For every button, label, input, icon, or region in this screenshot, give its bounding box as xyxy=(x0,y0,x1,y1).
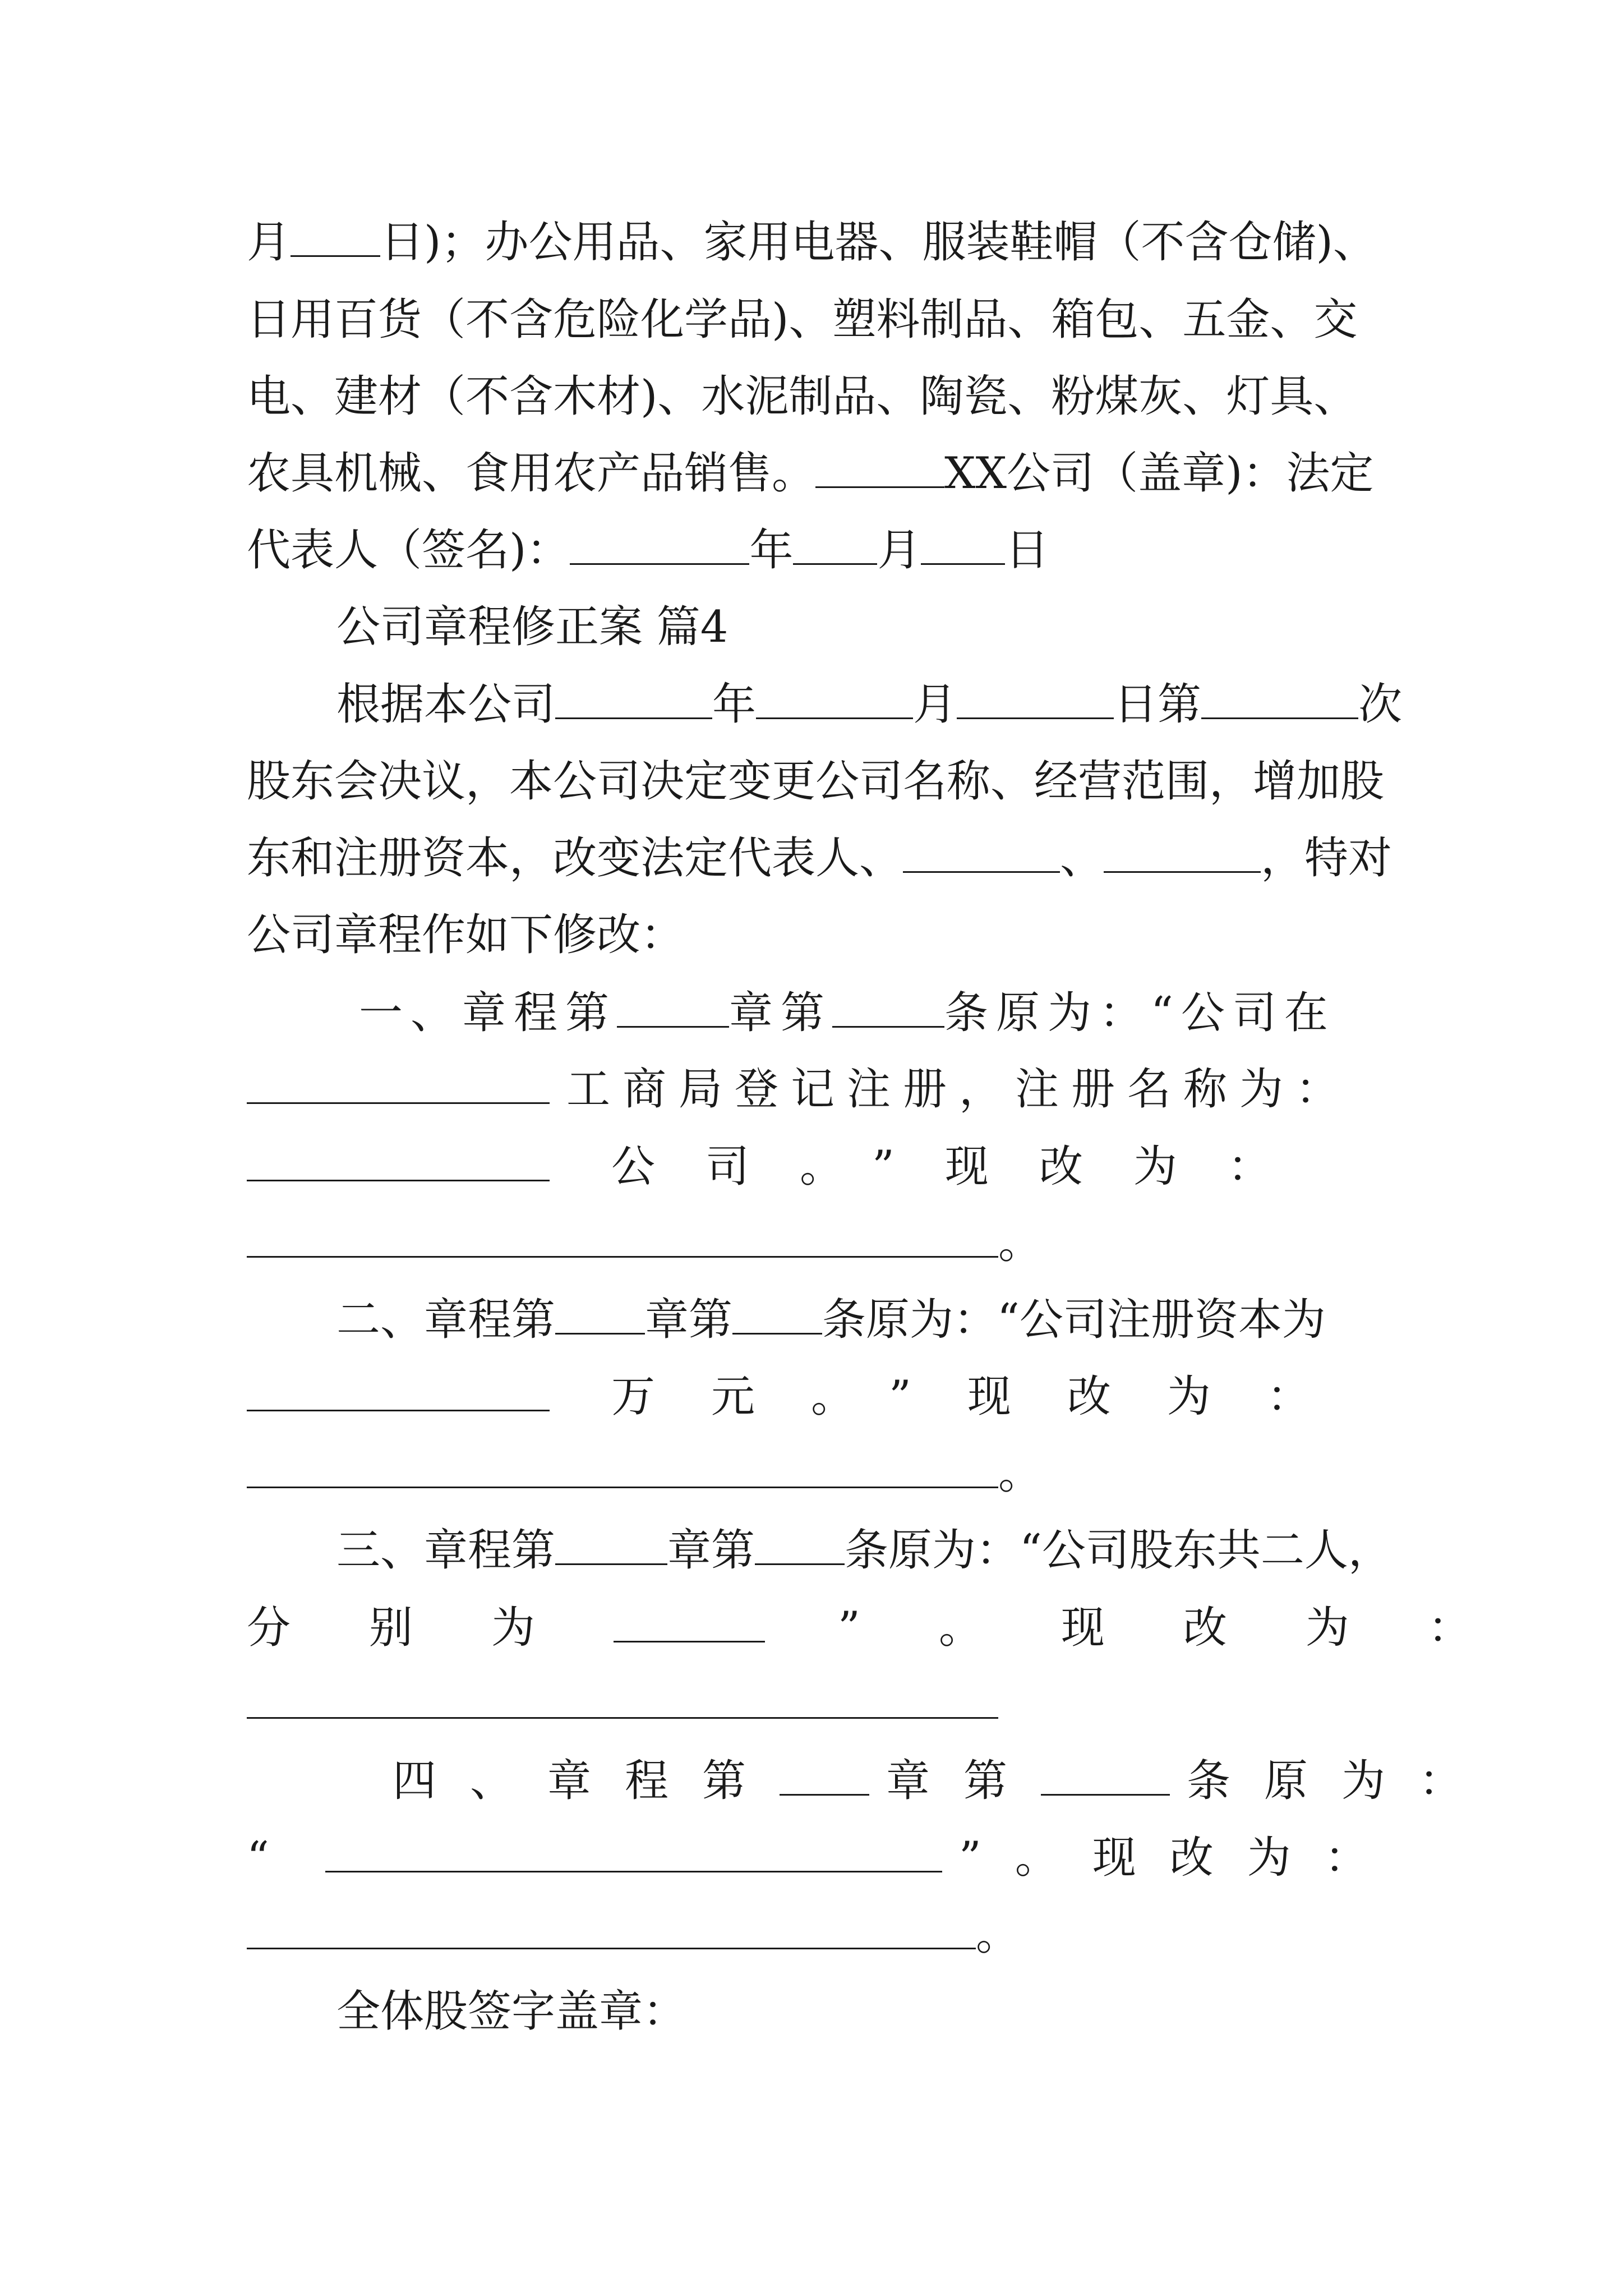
text-capital-original: 条原为：“公司注册资本为 xyxy=(822,1295,1326,1345)
item-3-line-3 xyxy=(247,1676,1385,1732)
paragraph-line-3 xyxy=(247,830,1393,886)
text-period: 。 xyxy=(976,1910,1020,1960)
blank-line xyxy=(555,1524,667,1565)
text-year: 年 xyxy=(749,525,794,576)
blank-line xyxy=(921,524,1005,565)
text-day: 日 xyxy=(1005,525,1049,576)
text-line-5 xyxy=(247,522,1385,578)
text-respectively: 分别为 xyxy=(247,1603,614,1653)
blank-line xyxy=(247,1063,550,1104)
paragraph-line-2 xyxy=(247,753,1385,809)
blank-line xyxy=(1104,832,1261,873)
text-scope-4: 农具机械、食用农产品销售。 xyxy=(247,448,816,499)
text-article: 一、章程第 xyxy=(359,988,617,1038)
text-resolution: 股东会决议，本公司决定变更公司名称、经营范围，增加股 xyxy=(247,756,1385,807)
item-4-line-2 xyxy=(247,1830,1402,1886)
blank-line xyxy=(815,447,944,488)
text-company-seal: XX公司（盖章)：法定 xyxy=(944,448,1374,499)
item-2-line-3 xyxy=(247,1446,1385,1502)
paragraph-line-4 xyxy=(247,907,1385,963)
signature-line xyxy=(336,1984,1346,2040)
text-scope-3: 电、建材（不含木材)、水泥制品、陶瓷、粉煤灰、灯具、 xyxy=(247,371,1358,422)
blank-line xyxy=(957,678,1114,719)
text-now: ”。现改为： xyxy=(958,1833,1402,1883)
text-line-2 xyxy=(247,292,1385,348)
text-now: ”。现改为： xyxy=(838,1603,1550,1653)
text-line-3 xyxy=(247,369,1385,425)
blank-line xyxy=(291,216,380,257)
paragraph-line-1 xyxy=(336,677,1403,733)
blank-line xyxy=(247,1140,550,1181)
blank-line xyxy=(555,678,712,719)
text-day-no: 日第 xyxy=(1114,679,1202,730)
text-signature: 全体股签字盖章： xyxy=(336,1986,687,2037)
text-scope-1: 日)；办公用品、家用电器、服装鞋帽（不含仓储)、 xyxy=(380,217,1377,268)
blank-line xyxy=(1201,678,1358,719)
item-4-line-1 xyxy=(393,1753,1497,1809)
blank-line xyxy=(732,1294,822,1335)
blank-line xyxy=(247,1370,550,1411)
text-period: 。 xyxy=(998,1218,1043,1268)
blank-line xyxy=(247,1908,976,1949)
blank-line xyxy=(1041,1755,1170,1796)
text-article: 二、章程第 xyxy=(336,1295,556,1345)
blank-line xyxy=(247,1447,998,1488)
text-chapter: 章第 xyxy=(886,1756,1041,1806)
blank-line xyxy=(247,1678,998,1719)
text-chapter: 章第 xyxy=(667,1525,755,1576)
text-according: 根据本公司 xyxy=(336,679,556,730)
blank-line xyxy=(247,1217,998,1258)
text-period: 。 xyxy=(998,1448,1043,1499)
text-wan-yuan: 万元。”现改为： xyxy=(611,1372,1367,1422)
item-3-line-1 xyxy=(336,1522,1392,1579)
text-specially: ，特对 xyxy=(1261,833,1393,884)
blank-line xyxy=(755,1524,845,1565)
text-original: 条原为：“公司在 xyxy=(944,988,1336,1038)
text-original: 条原为： xyxy=(1187,1756,1497,1806)
text-company-now: 公司。”现改为： xyxy=(611,1142,1322,1192)
blank-line xyxy=(756,678,913,719)
text-times: 次 xyxy=(1358,679,1403,730)
text-line-4 xyxy=(247,445,1385,501)
text-comma: 、 xyxy=(1060,833,1104,884)
text-chapter: 章第 xyxy=(729,988,833,1038)
text-month: 月 xyxy=(913,679,957,730)
blank-line xyxy=(614,1602,765,1642)
blank-line xyxy=(780,1755,869,1796)
text-representative: 代表人（签名)： xyxy=(247,525,570,576)
item-2-line-2 xyxy=(247,1369,1385,1425)
text-shareholders: 条原为：“公司股东共二人， xyxy=(845,1525,1392,1576)
heading-text: 公司章程修正案 篇4 xyxy=(336,602,728,652)
blank-line xyxy=(617,987,729,1028)
text-registration: 工商局登记注册，注册名称为： xyxy=(566,1064,1352,1115)
blank-line xyxy=(903,832,1060,873)
text-article: 四、章程第 xyxy=(393,1756,780,1806)
text-year: 年 xyxy=(712,679,757,730)
text-month: 月 xyxy=(247,217,291,268)
text-chapter: 章第 xyxy=(645,1295,733,1345)
text-month: 月 xyxy=(877,525,921,576)
blank-line xyxy=(325,1832,942,1872)
text-amend: 公司章程作如下修改： xyxy=(247,910,685,960)
blank-line xyxy=(555,1294,645,1335)
blank-line xyxy=(832,987,944,1028)
text-line-1 xyxy=(247,214,1385,270)
blank-line xyxy=(570,524,749,565)
text-capital: 东和注册资本，改变法定代表人、 xyxy=(247,833,903,884)
blank-line xyxy=(793,524,877,565)
text-open-quote: “ xyxy=(247,1833,303,1883)
item-3-line-2 xyxy=(247,1600,1550,1656)
text-article: 三、章程第 xyxy=(336,1525,556,1576)
item-1-line-2 xyxy=(247,1061,1385,1117)
text-scope-2: 日用百货（不含危险化学品)、塑料制品、箱包、五金、交 xyxy=(247,295,1358,345)
item-4-line-3 xyxy=(247,1907,1385,1963)
section-heading xyxy=(336,599,1346,655)
item-1-line-3 xyxy=(247,1139,1385,1195)
item-2-line-1 xyxy=(336,1292,1385,1348)
item-1-line-4 xyxy=(247,1215,1385,1271)
item-1-line-1 xyxy=(359,985,1385,1041)
